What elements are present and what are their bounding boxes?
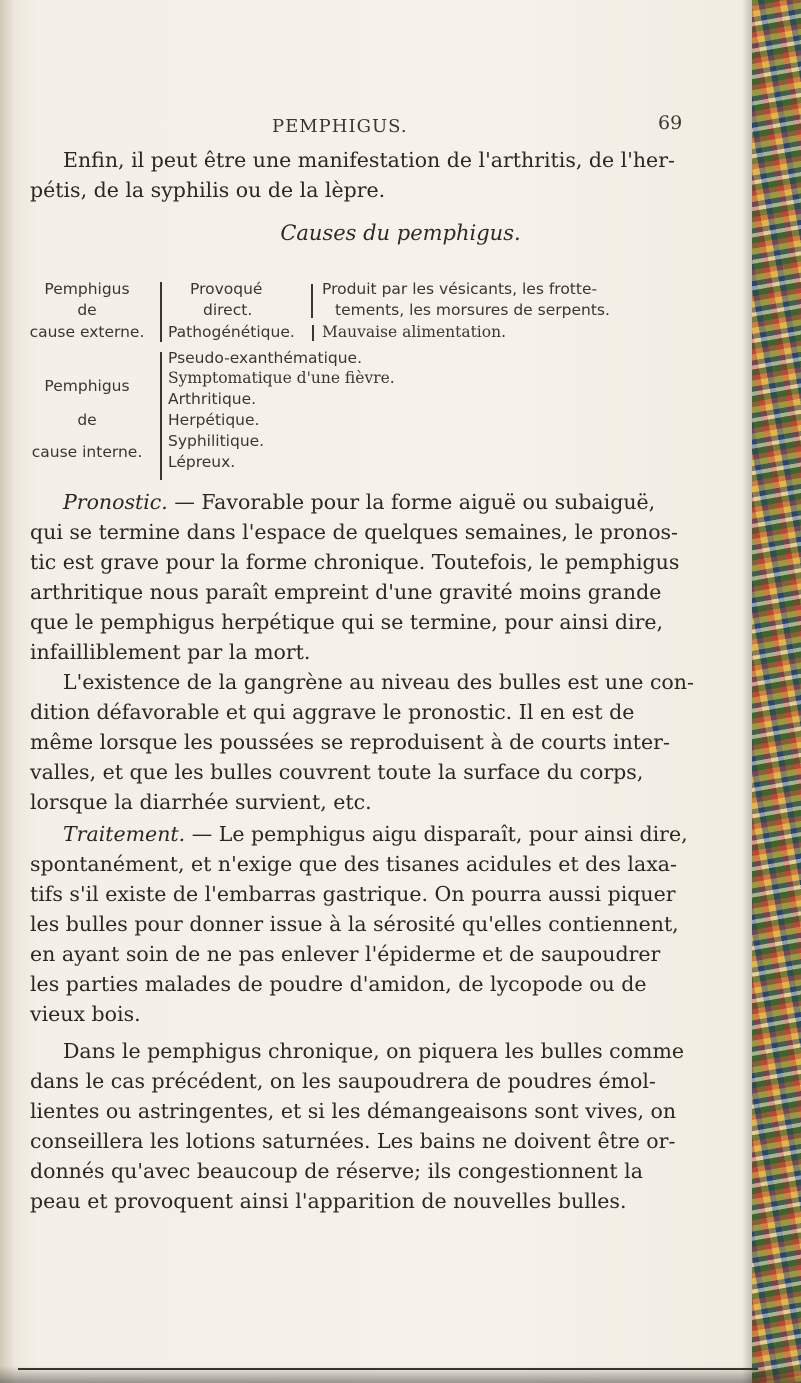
page-number: 69 [658,112,683,134]
external-detail-3: Mauvaise alimentation. [322,323,507,341]
section-title: Causes du pemphigus. [280,221,521,245]
internal-item-6: Lépreux. [168,453,236,471]
internal-item-5: Syphilitique. [168,432,265,450]
traitement-line-6: les parties malades de poudre d'amidon, de lycopode ou de [30,972,647,996]
traitement-line-1 [30,819,742,849]
chronique-line-3: lientes ou astringentes, et si les démangeaisons sont vives, on [30,1099,677,1123]
external-label-3: cause externe. [29,323,145,341]
external-detail-1: Produit par les vésicants, les frotte- [322,280,598,298]
traitement-line-4: les bulles pour donner issue à la sérosité qu'elles contiennent, [30,912,679,936]
running-head: PEMPHIGUS. [272,116,408,137]
page-gutter [0,0,14,1383]
internal-label-2: de [77,411,97,429]
gangrene-line-3: même lorsque les poussées se reproduisent à de courts inter- [30,730,670,754]
pronostic-line-4: arthritique nous paraît empreint d'une gravité moins grande [30,580,662,604]
page-bottom-edge [18,1368,758,1370]
traitement-line-5: en ayant soin de ne pas enlever l'épiderme et de saupoudrer [30,942,661,966]
chronique-line-4: conseillera les lotions saturnées. Les bains ne doivent être or- [30,1129,676,1153]
internal-item-4: Herpétique. [168,411,260,429]
internal-brace [160,352,162,480]
gangrene-line-5: lorsque la diarrhée survient, etc. [30,790,372,814]
traitement-line-7: vieux bois. [30,1002,141,1026]
chronique-line-1: Dans le pemphigus chronique, on piquera les bulles comme [63,1039,685,1063]
external-label-2: de [77,301,97,319]
gangrene-line-1: L'existence de la gangrène au niveau des bulles est une con- [63,670,694,694]
pronostic-heading: Pronostic. [63,490,168,514]
internal-item-2: Symptomatique d'une fièvre. [168,369,395,387]
traitement-heading: Traitement. [63,822,186,846]
chronique-line-2: dans le cas précédent, on les saupoudrera de poudres émol- [30,1069,656,1093]
internal-item-3: Arthritique. [168,390,257,408]
gangrene-line-4: valles, et que les bulles couvrent toute la surface du corps, [30,760,644,784]
external-mode-3: Pathogénétique. [168,323,295,341]
marbled-page-edge [752,0,801,1383]
pronostic-line-1 [30,487,742,517]
external-detail-2: tements, les morsures de serpents. [335,301,610,319]
pronostic-line-2: qui se termine dans l'espace de quelques semaines, le pronos- [30,520,678,544]
external-mode-brace-2 [312,325,314,341]
pronostic-line-3: tic est grave pour la forme chronique. Toutefois, le pemphigus [30,550,680,574]
traitement-line-2: spontanément, et n'exige que des tisanes acidules et des laxa- [30,852,677,876]
gangrene-line-2: dition défavorable et qui aggrave le pronostic. Il en est de [30,700,635,724]
pronostic-line-5: que le pemphigus herpétique qui se termine, pour ainsi dire, [30,610,664,634]
traitement-text-1: — Le pemphigus aigu disparaît, pour ainsi dire, [191,822,688,846]
external-brace [160,282,162,342]
internal-label-1: Pemphigus [44,377,130,395]
traitement-line-3: tifs s'il existe de l'embarras gastrique. On pourra aussi piquer [30,882,676,906]
intro-line-1: Enfin, il peut être une manifestation de l'arthritis, de l'her- [63,148,675,172]
chronique-line-5: donnés qu'avec beaucoup de réserve; ils congestionnent la [30,1159,643,1183]
intro-line-2: pétis, de la syphilis ou de la lèpre. [30,178,386,202]
chronique-line-6: peau et provoquent ainsi l'apparition de nouvelles bulles. [30,1189,627,1213]
pronostic-line-6: infailliblement par la mort. [30,640,311,664]
external-mode-2: direct. [203,301,253,319]
internal-item-1: Pseudo-exanthématique. [168,349,363,367]
external-mode-1: Provoqué [190,280,263,298]
external-label-1: Pemphigus [44,280,130,298]
external-mode-brace [311,284,313,318]
internal-label-3: cause interne. [31,443,143,461]
pronostic-text-1: — Favorable pour la forme aiguë ou subaiguë, [174,490,656,514]
